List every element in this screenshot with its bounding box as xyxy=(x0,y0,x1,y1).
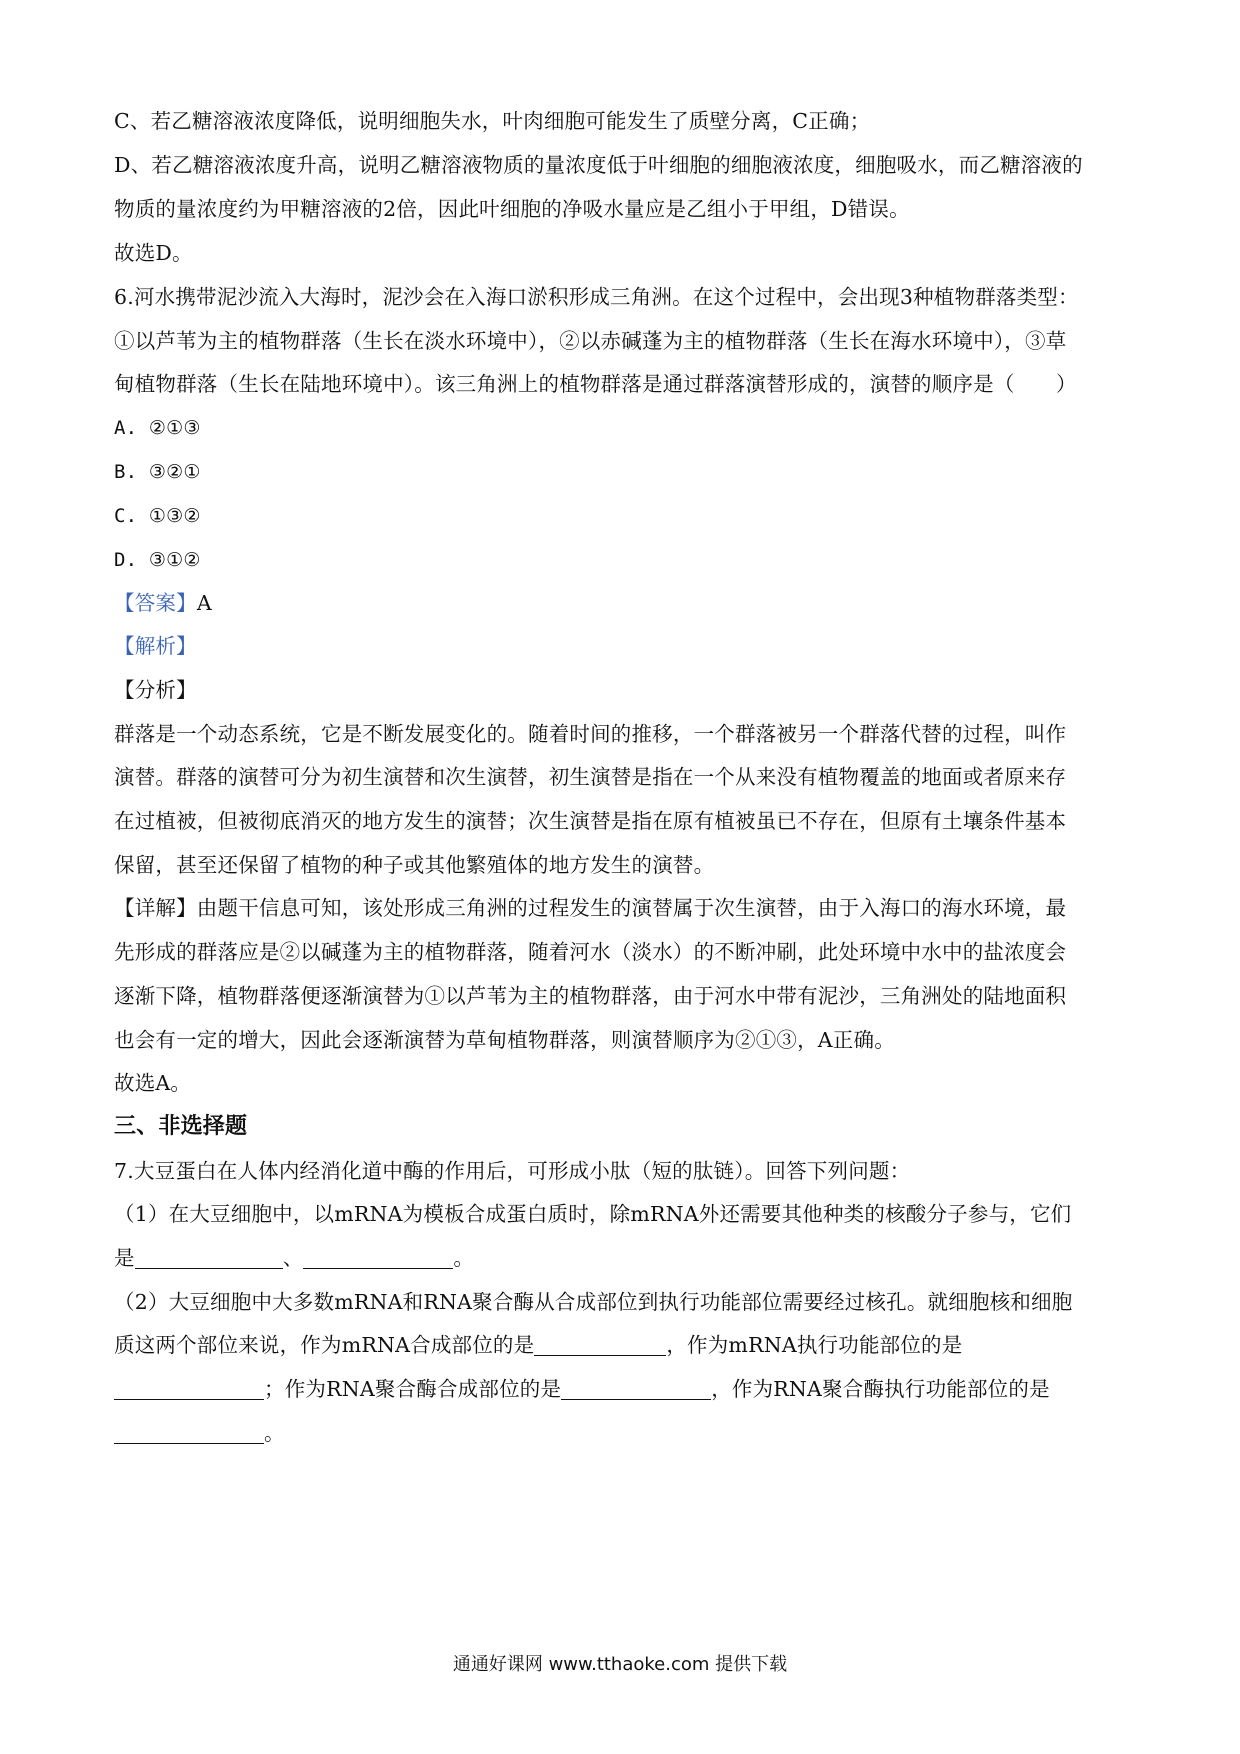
answer-blank[interactable] xyxy=(114,1421,264,1444)
answer-line xyxy=(114,588,1134,618)
option-d: D. ③①② xyxy=(114,549,201,571)
text-fragment: ，作为mRNA执行功能部位的是 xyxy=(666,1333,963,1357)
question-7: 7.大豆蛋白在人体内经消化道中酶的作用后，可形成小肽（短的肽链）。回答下列问题： xyxy=(114,1159,911,1183)
answer-tag: 【答案】 xyxy=(114,591,197,615)
fill-line xyxy=(114,1243,1134,1273)
text-line: 先形成的群落应是②以碱蓬为主的植物群落，随着河水（淡水）的不断冲刷，此处环境中水中的盐浓度会 xyxy=(114,940,1067,964)
fenxi-tag: 【分析】 xyxy=(114,678,197,702)
text-line: D、若乙糖溶液浓度升高，说明乙糖溶液物质的量浓度低于叶细胞的细胞液浓度，细胞吸水，而乙糖溶液的 xyxy=(114,153,1083,177)
text-line: ①以芦苇为主的植物群落（生长在淡水环境中），②以赤碱蓬为主的植物群落（生长在海水环境中），③草 xyxy=(114,329,1067,353)
answer-blank[interactable] xyxy=(135,1246,283,1269)
text-line: 故选A。 xyxy=(114,1071,192,1095)
text-line: 物质的量浓度约为甲糖溶液的2倍，因此叶细胞的净吸水量应是乙组小于甲组，D错误。 xyxy=(114,197,910,221)
fill-line xyxy=(114,1418,1134,1448)
text-fragment: 是 xyxy=(114,1246,135,1270)
text-line: （1）在大豆细胞中，以mRNA为模板合成蛋白质时，除mRNA外还需要其他种类的核酸分子参与，它们 xyxy=(114,1202,1072,1226)
text-line: 【详解】由题干信息可知，该处形成三角洲的过程发生的演替属于次生演替，由于入海口的海水环境，最 xyxy=(114,896,1067,920)
text-fragment: 质这两个部位来说，作为mRNA合成部位的是 xyxy=(114,1333,535,1357)
text-line: 甸植物群落（生长在陆地环境中）。该三角洲上的植物群落是通过群落演替形成的，演替的顺序是（ ） xyxy=(114,372,1077,396)
answer-blank[interactable] xyxy=(534,1333,666,1356)
text-line: 故选D。 xyxy=(114,241,193,265)
fill-line xyxy=(114,1330,1134,1360)
answer-value: A xyxy=(196,591,212,615)
page-footer: 通通好课网 www.tthaoke.com 提供下载 xyxy=(452,1654,788,1675)
answer-blank[interactable] xyxy=(303,1246,453,1269)
text-fragment: ，作为RNA聚合酶执行功能部位的是 xyxy=(711,1377,1050,1401)
text-line: 群落是一个动态系统，它是不断发展变化的。随着时间的推移，一个群落被另一个群落代替的过程，叫作 xyxy=(114,722,1067,746)
text-line: 在过植被，但被彻底消灭的地方发生的演替；次生演替是指在原有植被虽已不存在，但原有土壤条件基本 xyxy=(114,809,1067,833)
fill-line xyxy=(114,1374,1134,1404)
option-c: C. ①③② xyxy=(114,505,201,527)
text-line: 也会有一定的增大，因此会逐渐演替为草甸植物群落，则演替顺序为②①③，A正确。 xyxy=(114,1028,895,1052)
text-line: C、若乙糖溶液浓度降低，说明细胞失水，叶肉细胞可能发生了质壁分离，C正确； xyxy=(114,109,871,133)
text-fragment: 。 xyxy=(453,1246,475,1270)
text-fragment: 。 xyxy=(264,1421,285,1445)
option-b: B. ③②① xyxy=(114,461,201,483)
answer-blank[interactable] xyxy=(561,1377,711,1400)
text-fragment: ；作为RNA聚合酶合成部位的是 xyxy=(264,1377,562,1401)
question-6: 6.河水携带泥沙流入大海时，泥沙会在入海口淤积形成三角洲。在这个过程中，会出现3种植物群落类型： xyxy=(114,285,1079,309)
text-fragment: 、 xyxy=(282,1246,304,1270)
text-line: （2）大豆细胞中大多数mRNA和RNA聚合酶从合成部位到执行功能部位需要经过核孔。就细胞核和细胞 xyxy=(114,1290,1073,1314)
text-line: 演替。群落的演替可分为初生演替和次生演替，初生演替是指在一个从来没有植物覆盖的地面或者原来存 xyxy=(114,765,1067,789)
analysis-tag: 【解析】 xyxy=(114,634,197,658)
option-a: A. ②①③ xyxy=(114,417,201,439)
answer-blank[interactable] xyxy=(114,1377,264,1400)
section-heading: 三、非选择题 xyxy=(114,1114,248,1139)
text-line: 逐渐下降，植物群落便逐渐演替为①以芦苇为主的植物群落，由于河水中带有泥沙，三角洲处的陆地面积 xyxy=(114,984,1067,1008)
text-line: 保留，甚至还保留了植物的种子或其他繁殖体的地方发生的演替。 xyxy=(114,853,715,877)
